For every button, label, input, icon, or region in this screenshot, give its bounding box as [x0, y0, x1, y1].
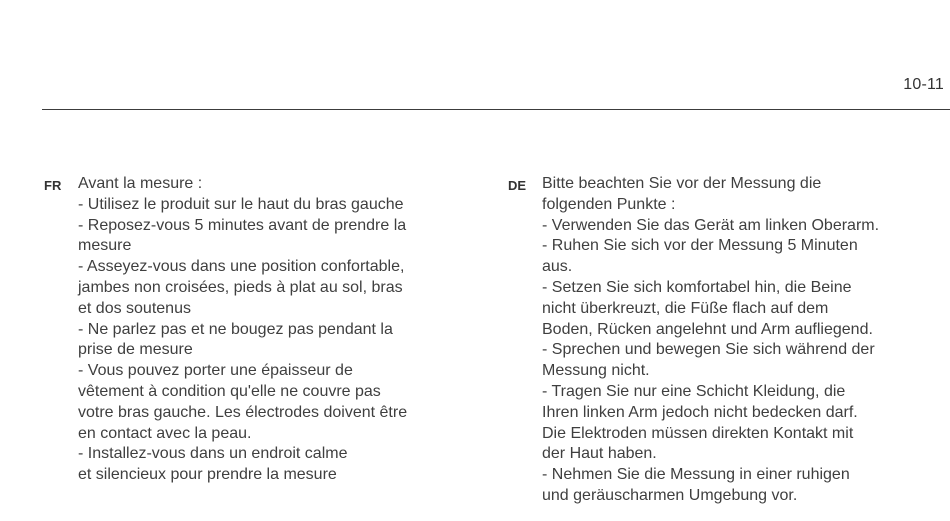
text-line: - Installez-vous dans un endroit calme [78, 445, 348, 463]
text-line: folgenden Punkte : [542, 195, 676, 213]
text-line: - Tragen Sie nur eine Schicht Kleidung, die [542, 382, 846, 400]
text-line: Avant la mesure : [78, 175, 203, 192]
text-line: Ihren linken Arm jedoch nicht bedecken darf. [542, 403, 858, 421]
instructions-fr [78, 174, 488, 486]
text-line: en contact avec la peau. [78, 424, 252, 442]
text-line: aus. [542, 258, 573, 276]
text-line: Boden, Rücken angelehnt und Arm aufliegend. [542, 320, 873, 338]
page-number: 10-11 [903, 76, 944, 93]
text-line: - Ruhen Sie sich vor der Messung 5 Minuten [542, 237, 858, 255]
text-line: - Asseyez-vous dans une position confortable, [78, 258, 405, 276]
text-line: Die Elektroden müssen direkten Kontakt mit [542, 424, 854, 442]
text-line: - Utilisez le produit sur le haut du bras gauche [78, 195, 404, 213]
text-line: - Reposez-vous 5 minutes avant de prendre la [78, 216, 407, 234]
text-line: - Vous pouvez porter une épaisseur de [78, 362, 353, 380]
text-line: votre bras gauche. Les électrodes doivent être [78, 403, 408, 421]
text-line: Bitte beachten Sie vor der Messung die [542, 175, 822, 192]
text-line: et silencieux pour prendre la mesure [78, 466, 337, 484]
text-line: prise de mesure [78, 341, 193, 359]
text-line: jambes non croisées, pieds à plat au sol, bras [78, 278, 403, 296]
text-line: et dos soutenus [78, 299, 191, 317]
text-line: vêtement à condition qu'elle ne couvre pas [78, 382, 381, 400]
text-line: mesure [78, 237, 132, 255]
text-line: - Verwenden Sie das Gerät am linken Oberarm. [542, 216, 880, 234]
header-divider [42, 109, 950, 110]
text-line: der Haut haben. [542, 445, 657, 463]
text-line: - Sprechen und bewegen Sie sich während der [542, 341, 875, 359]
text-line: und geräuscharmen Umgebung vor. [542, 486, 798, 504]
language-label-de: DE [508, 178, 527, 193]
text-line: - Ne parlez pas et ne bougez pas pendant la [78, 320, 393, 338]
text-line: nicht überkreuzt, die Füße flach auf dem [542, 299, 829, 317]
text-line: Messung nicht. [542, 362, 650, 380]
text-line: - Nehmen Sie die Messung in einer ruhigen [542, 466, 850, 484]
text-line: - Setzen Sie sich komfortabel hin, die Beine [542, 278, 852, 296]
instructions-de [542, 174, 950, 507]
language-label-fr: FR [44, 178, 62, 193]
